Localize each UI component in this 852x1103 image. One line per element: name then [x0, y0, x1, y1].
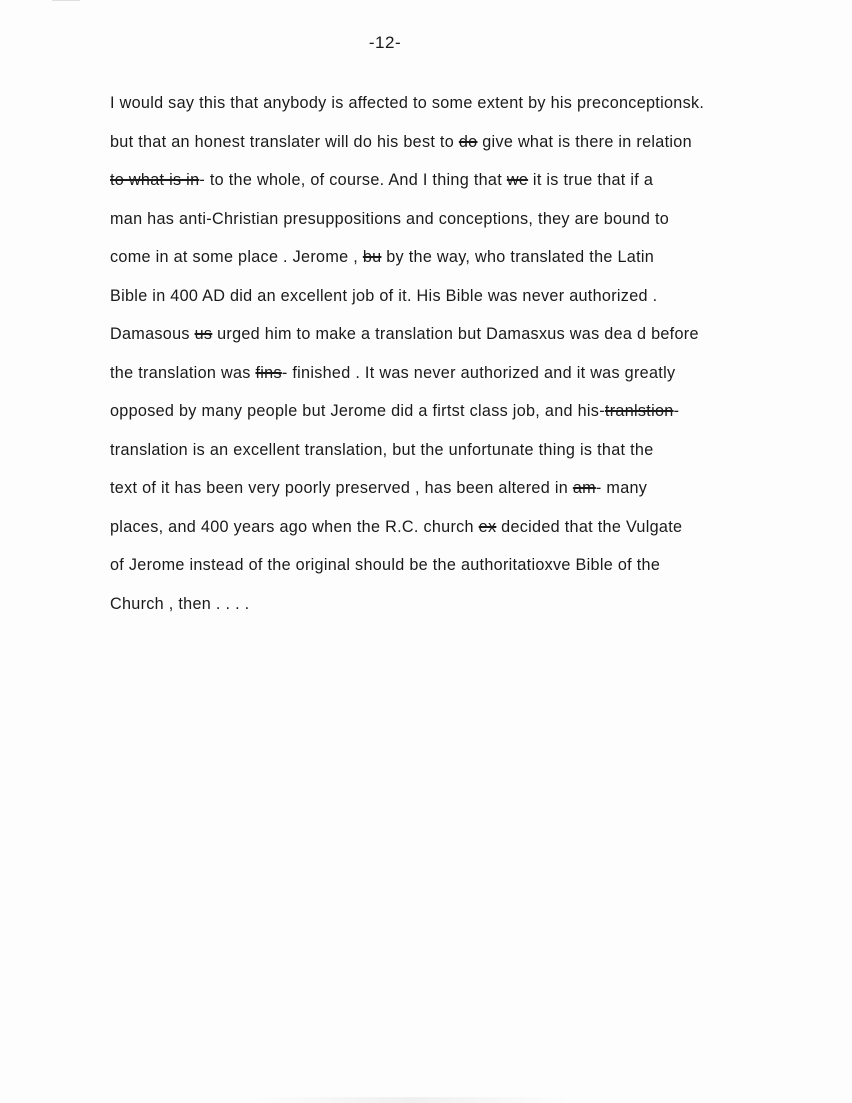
text-segment: Damasous — [110, 325, 195, 343]
text-line — [110, 591, 810, 630]
text-line — [110, 129, 810, 168]
scan-mark — [52, 0, 80, 5]
scan-smudge — [250, 1097, 570, 1103]
struck-text: us — [194, 325, 213, 343]
text-line — [110, 90, 810, 129]
text-segment: of Jerome instead of the original should be the authoritatioxve Bible of the — [110, 556, 661, 574]
text-segment: translation is an excellent translation, but the unfortunate thing is that the — [110, 440, 654, 459]
text-line — [110, 360, 810, 399]
text-line — [110, 206, 810, 245]
text-line — [110, 475, 810, 514]
text-segment: - many — [595, 479, 648, 497]
text-segment: Church , then . . . . — [110, 594, 250, 613]
struck-text: do — [458, 132, 478, 151]
text-segment: decided that the Vulgate — [496, 517, 683, 536]
text-segment: - to the whole, of course. And I thing that — [199, 171, 507, 189]
struck-text: tranlstion — [604, 402, 674, 420]
text-line — [110, 437, 810, 476]
struck-text: we — [506, 171, 529, 189]
text-segment: come in at some place . Jerome , — [110, 248, 363, 266]
text-segment: urged him to make a translation but Damasxus was dea d before — [212, 325, 699, 343]
struck-text: fins — [255, 363, 282, 382]
text-segment: the translation was — [110, 363, 256, 382]
text-segment: man has anti-Christian presuppositions and conceptions, they are bound to — [110, 209, 670, 228]
text-segment: I would say this that anybody is affected to some extent by his preconceptionsk. — [110, 94, 705, 112]
page-number: -12- — [368, 33, 402, 52]
text-line — [110, 552, 810, 591]
text-segment: give what is there in relation — [477, 132, 692, 151]
struck-text: to what is in — [110, 171, 200, 189]
text-line — [110, 398, 810, 437]
text-line — [110, 167, 810, 206]
text-segment: by the way, who translated the Latin — [381, 248, 655, 266]
text-line — [110, 514, 810, 553]
struck-text: ex — [478, 517, 497, 536]
text-segment: opposed by many people but Jerome did a firtst class job, and his- — [110, 402, 605, 420]
text-line — [110, 321, 810, 360]
struck-text: am — [572, 479, 596, 497]
body-text — [110, 90, 810, 629]
struck-text: bu — [362, 248, 382, 266]
text-segment: - — [673, 402, 680, 420]
text-segment: but that an honest translater will do his best to — [110, 132, 459, 151]
text-segment: text of it has been very poorly preserved , has been altered in — [110, 479, 573, 497]
text-segment: - finished . It was never authorized and it was greatly — [281, 363, 676, 382]
text-segment: places, and 400 years ago when the R.C. church — [110, 517, 479, 536]
text-line — [110, 283, 810, 322]
text-line — [110, 244, 810, 283]
text-segment: Bible in 400 AD did an excellent job of it. His Bible was never authorized . — [110, 286, 658, 305]
text-segment: it is true that if a — [528, 171, 654, 189]
